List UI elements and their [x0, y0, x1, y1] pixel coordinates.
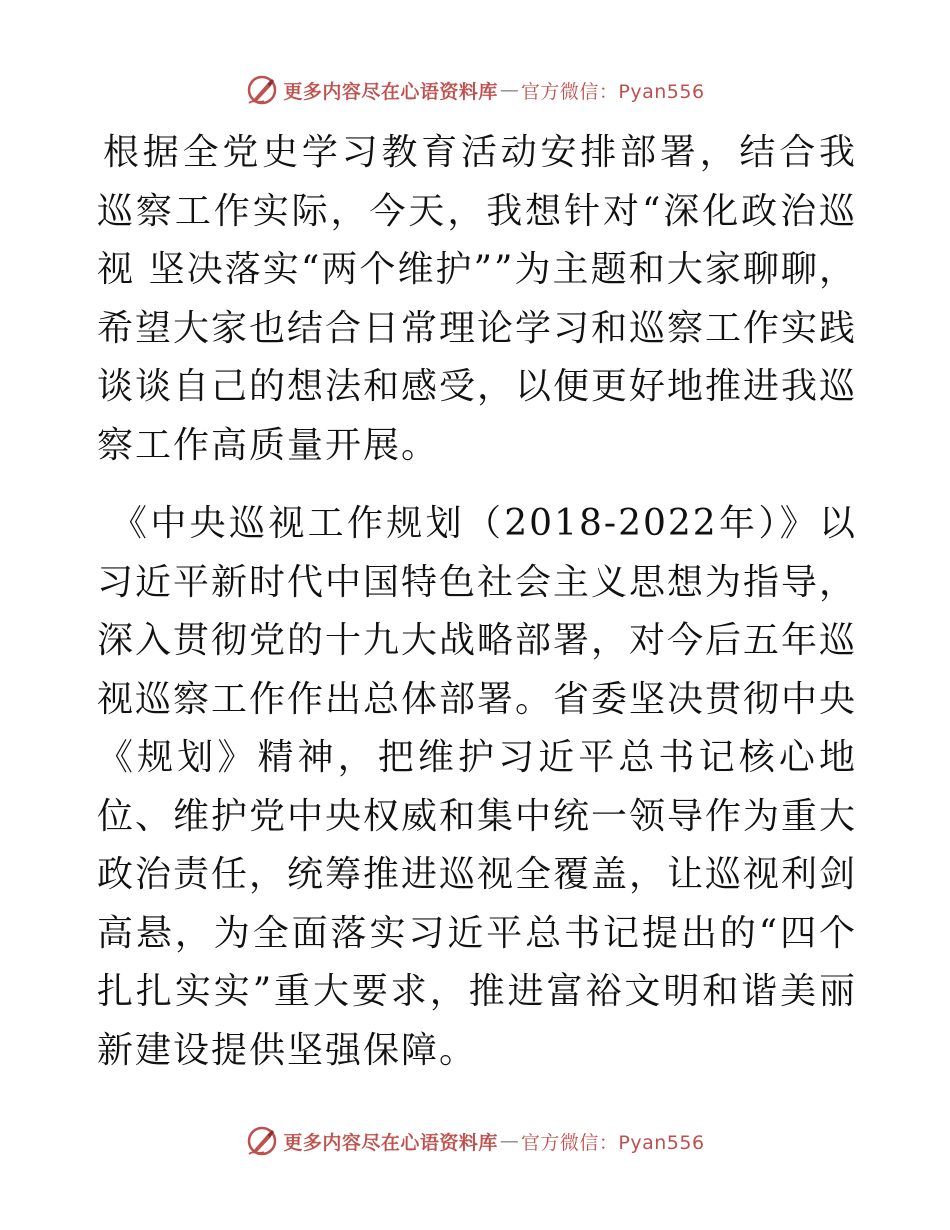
pen-logo-icon [245, 73, 279, 107]
watermark-contact: 官方微信：Pyan556 [520, 80, 705, 103]
watermark-dash: — [499, 79, 519, 101]
paragraph-2: 《中央巡视工作规划（2018-2022年）》以习近平新时代中国特色社会主义思想为指导，深入贯彻党的十九大战略部署，对今后五年巡视巡察工作作出总体部署。省委坚决贯彻中央《规划》精神，把维护习近平总书记核心地位、维护党中央权威和集中统一领导作为重大政治责任，统筹推进巡视全覆盖，让巡视利剑高悬，为全面落实习近平总书记提出的“四个扎扎实实”重大要求，推进富裕文明和谐美丽新建设提供坚强保障。 [97, 503, 858, 1071]
header-watermark [0, 70, 950, 110]
watermark-text: 更多内容尽在心语资料库 [283, 80, 498, 103]
pen-logo-icon [245, 1124, 279, 1158]
watermark-text: 更多内容尽在心语资料库 [283, 1131, 498, 1154]
footer-watermark [0, 1121, 950, 1161]
paragraph-1: 根据全党史学习教育活动安排部署，结合我巡察工作实际，今天，我想针对“深化政治巡视 坚决落实“两个维护””为主题和大家聊聊，希望大家也结合日常理论学习和巡察工作实践谈谈自己的想法和感受，以便更好地推进我巡察工作高质量开展。 [97, 132, 858, 466]
document-body [97, 124, 857, 1080]
watermark-contact: 官方微信：Pyan556 [520, 1131, 705, 1154]
watermark-dash: — [499, 1130, 519, 1152]
